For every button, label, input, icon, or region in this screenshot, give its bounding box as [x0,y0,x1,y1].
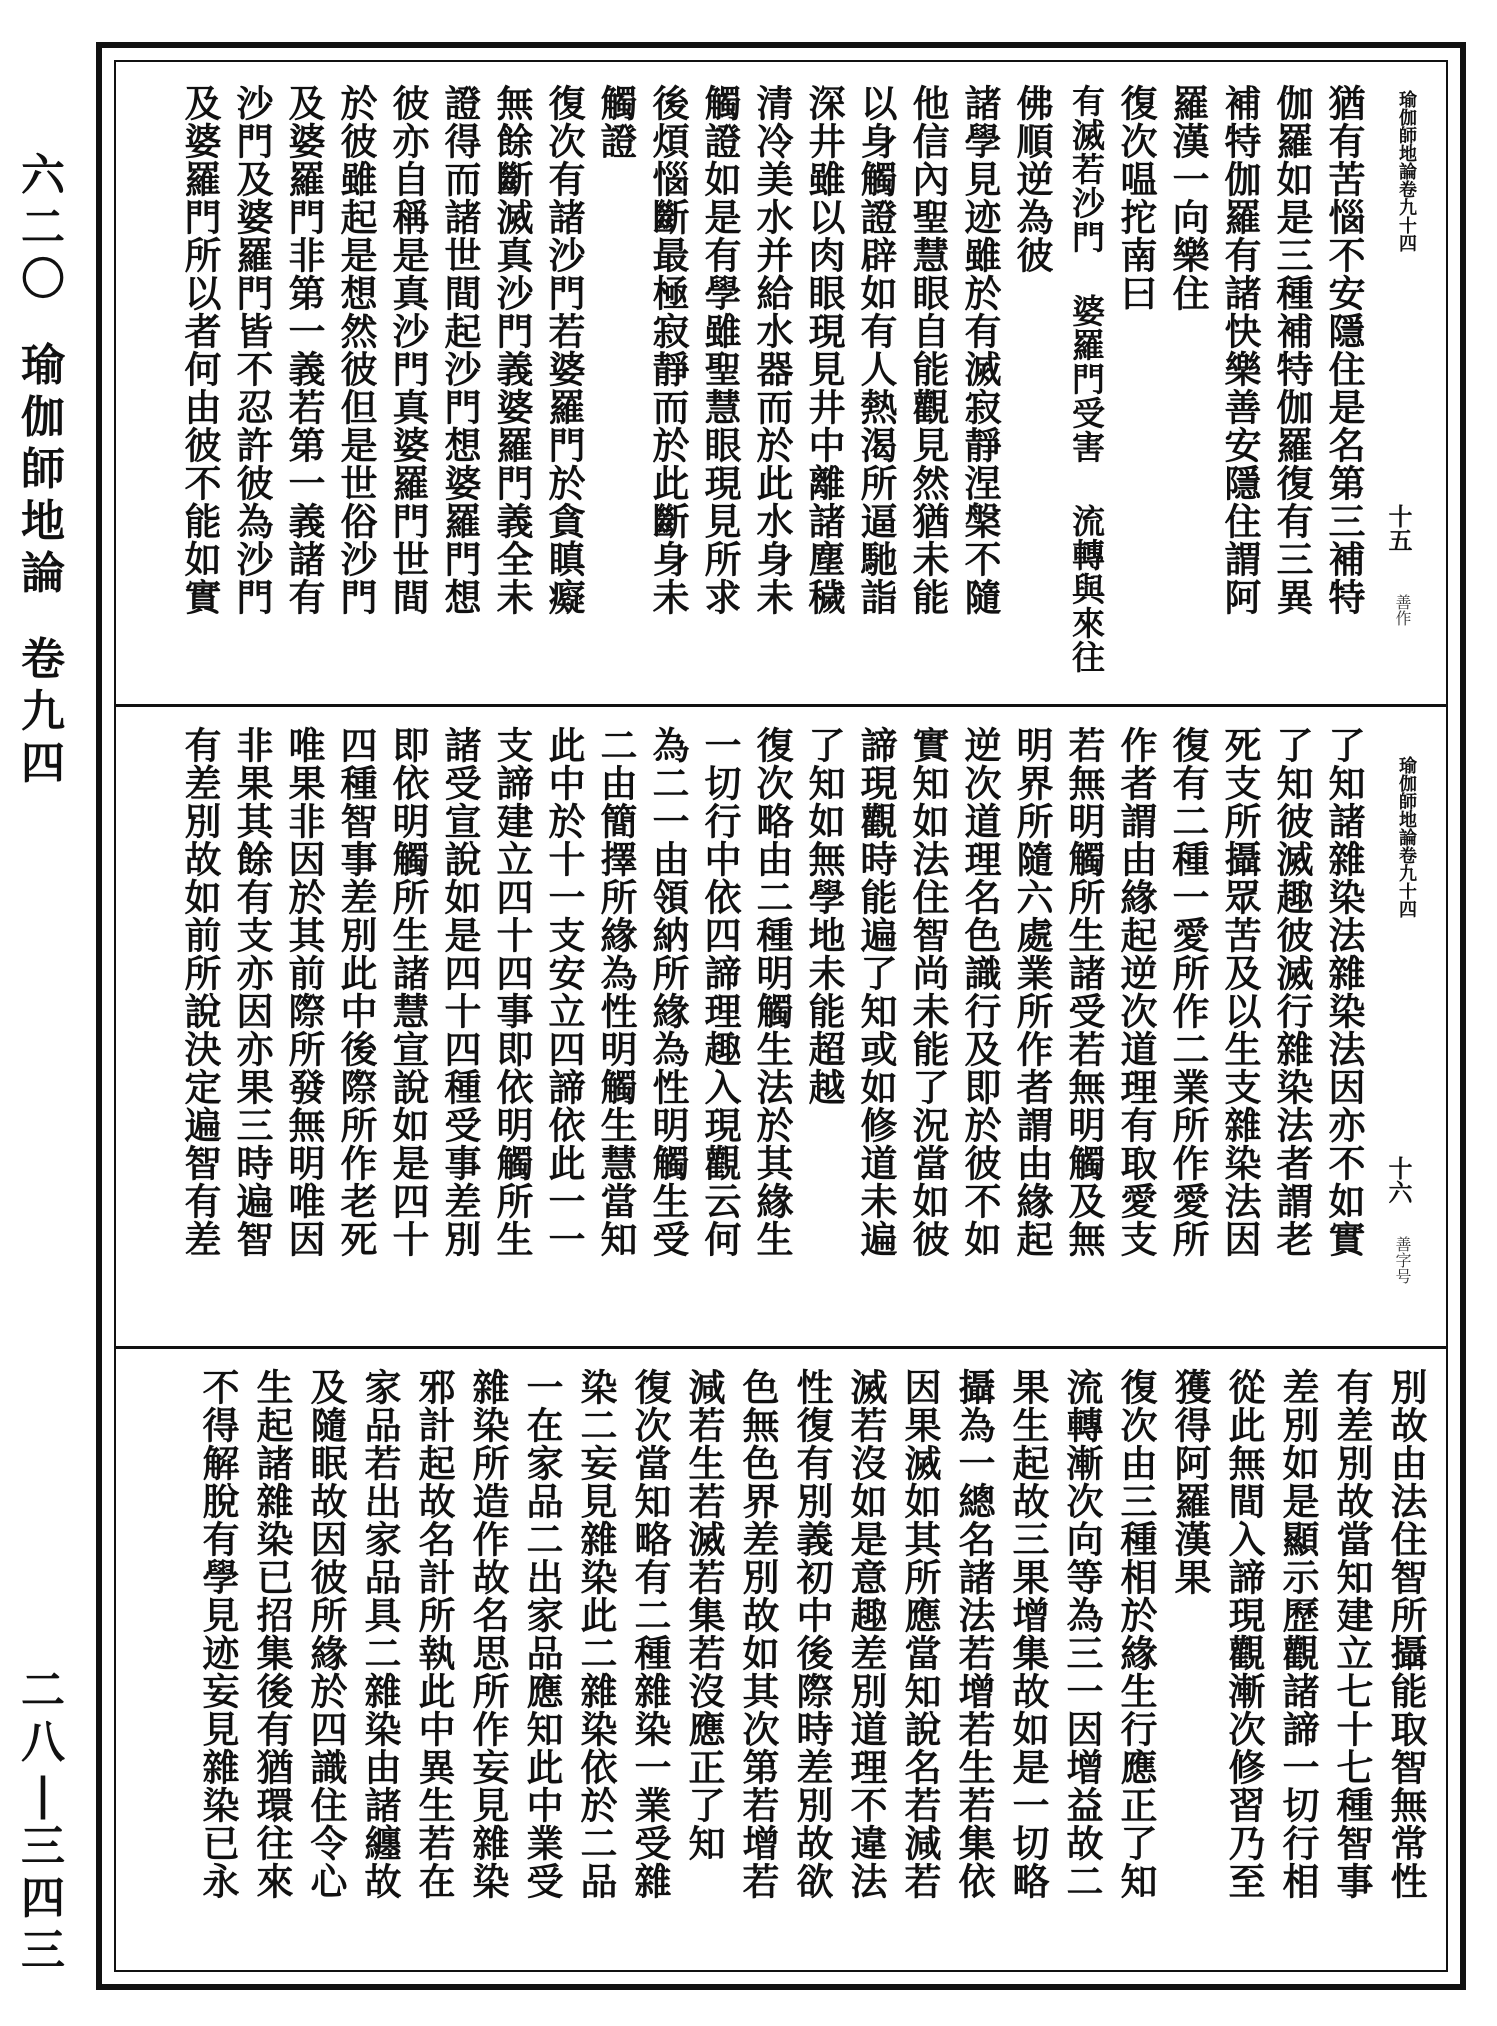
text-column: 諸受宣說如是四十四種受事差別 [438,726,482,1258]
text-column: 伽羅如是三種補特伽羅復有三異 [1270,84,1314,616]
text-column: 羅漢一向樂住 [1166,84,1210,312]
text-column: 佛順逆為彼 [1010,84,1054,274]
text-column: 果生起故三果增集故如是一切略 [1006,1368,1050,1900]
text-column: 了知彼滅趣彼滅行雜染法者謂老 [1270,726,1314,1258]
margin-char: 六 [21,150,65,201]
text-column: 性復有別義初中後際時差別故欲 [790,1368,834,1900]
text-column: 及婆羅門所以者何由彼不能如實 [178,84,222,616]
text-column: 復有二種一愛所作二業所作愛所 [1166,726,1210,1258]
margin-char: 九 [21,686,65,737]
text-column: 了知如無學地未能超越 [802,726,846,1106]
text-column: 證得而諸世間起沙門想婆羅門想 [438,84,482,616]
text-column: 逆次道理名色識行及即於彼不如 [958,726,1002,1258]
panel-3 [116,1368,1446,1968]
text-column: 以身觸證辟如有人熱渴所逼馳詣 [854,84,898,616]
text-column: 滅若沒如是意趣差別道理不違法 [844,1368,888,1900]
text-column: 差別如是顯示歷觀諸諦一切行相 [1276,1368,1320,1900]
text-column: 減若生若滅若集若沒應正了知 [682,1368,726,1862]
page-frame [96,42,1466,1990]
margin-char: 四 [21,1873,65,1924]
text-column: 染二妄見雜染此二雜染依於二品 [574,1368,618,1900]
text-column: 別故由法住智所攝能取智無常性 [1384,1368,1428,1900]
text-column: 沙門及婆羅門皆不忍許彼為沙門 [230,84,274,616]
text-column: 即依明觸所生諸慧宣說如是四十 [386,726,430,1258]
text-column: 諦現觀時能遍了知或如修道未遍 [854,726,898,1258]
text-column: 諸學見迹雖於有滅寂靜涅槃不隨 [958,84,1002,616]
margin-char: 八 [21,1717,65,1768]
text-column: 一在家品二出家品應知此中業受 [520,1368,564,1900]
text-column: 因果滅如其所應當知說名若減若 [898,1368,942,1900]
text-column: 於彼雖起是想然彼但是世俗沙門 [334,84,378,616]
page-frame-inner [114,60,1448,1972]
text-column: 及婆羅門非第一義若第一義諸有 [282,84,326,616]
leaf-number: 十六 [1384,1156,1413,1204]
text-column: 有滅若沙門 婆羅門受害 流轉與來往 [1067,84,1106,674]
text-column: 觸證 [594,84,638,160]
text-column: 復次嗢拕南曰 [1114,84,1158,312]
text-column: 觸證如是有學雖聖慧眼現見所求 [698,84,742,616]
margin-char: 三 [21,1925,65,1976]
margin-char: 地 [21,496,65,547]
text-column: 復次有諸沙門若婆羅門於貪瞋癡 [542,84,586,616]
text-column: 復次由三種相於緣生行應正了知 [1114,1368,1158,1900]
margin-char: 二 [21,1665,65,1716]
text-column: 四種智事差別此中後際所作老死 [334,726,378,1258]
text-column: 二由簡擇所緣為性明觸生慧當知 [594,726,638,1258]
margin-page-number [8,1665,78,1977]
text-column: 有差別故當知建立七十七種智事 [1330,1368,1374,1900]
margin-char: 卷 [21,634,65,685]
text-column: 生起諸雜染已招集後有猶環往來 [250,1368,294,1900]
margin-title [8,150,78,790]
margin-char: 師 [21,444,65,495]
text-column: 復次略由二種明觸生法於其緣生 [750,726,794,1258]
text-column: 支諦建立四十四事即依明觸所生 [490,726,534,1258]
text-column: 了知諸雜染法雜染法因亦不如實 [1322,726,1366,1258]
margin-char: 論 [21,548,65,599]
text-column: 此中於十一支安立四諦依此一一 [542,726,586,1258]
text-column: 不得解脫有學見迹妄見雜染已永 [196,1368,240,1900]
margin-char: 四 [21,738,65,789]
text-column: 猶有苦惱不安隱住是名第三補特 [1322,84,1366,616]
text-column: 從此無間入諦現觀漸次修習乃至 [1222,1368,1266,1900]
text-column: 家品若出家品具二雜染由諸纏故 [358,1368,402,1900]
text-column: 明界所隨六處業所作者謂由緣起 [1010,726,1054,1258]
text-column: 實知如法住智尚未能了況當如彼 [906,726,950,1258]
panel-1 [116,84,1446,684]
margin-char: 〇 [21,254,65,305]
text-column: 彼亦自稱是真沙門真婆羅門世間 [386,84,430,616]
text-column: 死支所攝眾苦及以生支雜染法因 [1218,726,1262,1258]
running-header: 瑜伽師地論卷九十四 [1396,756,1417,918]
margin-char: 三 [21,1821,65,1872]
text-column: 他信內聖慧眼自能觀見然猶未能 [906,84,950,616]
running-header: 瑜伽師地論卷九十四 [1396,90,1417,252]
text-column: 雜染所造作故名思所作妄見雜染 [466,1368,510,1900]
text-column: 若無明觸所生諸受若無明觸及無 [1062,726,1106,1258]
text-column: 及隨眠故因彼所緣於四識住令心 [304,1368,348,1900]
text-column: 唯果非因於其前際所發無明唯因 [282,726,326,1258]
leaf-number: 十五 [1384,504,1413,552]
text-column: 補特伽羅有諸快樂善安隱住謂阿 [1218,84,1262,616]
carver-mark: 善作 [1393,594,1412,626]
text-column: 無餘斷滅真沙門義婆羅門義全未 [490,84,534,616]
margin-char: 瑜 [21,340,65,391]
text-column: 後煩惱斷最極寂靜而於此斷身未 [646,84,690,616]
carver-mark: 善字号 [1393,1236,1412,1284]
text-column: 為二一由領納所緣為性明觸生受 [646,726,690,1258]
text-column: 清冷美水并給水器而於此水身未 [750,84,794,616]
text-column: 色無色界差別故如其次第若增若 [736,1368,780,1900]
text-column: 流轉漸次向等為三一因增益故二 [1060,1368,1104,1900]
panel-divider [116,1346,1446,1349]
text-column: 獲得阿羅漢果 [1168,1368,1212,1596]
text-column: 復次當知略有二種雜染一業受雜 [628,1368,672,1900]
panel-divider [116,704,1446,707]
margin-char: 二 [21,202,65,253]
text-column: 非果其餘有支亦因亦果三時遍智 [230,726,274,1258]
text-column: 深井雖以肉眼現見井中離諸塵穢 [802,84,846,616]
panel-2 [116,726,1446,1326]
text-column: 攝為一總名諸法若增若生若集依 [952,1368,996,1900]
text-column: 邪計起故名計所執此中異生若在 [412,1368,456,1900]
margin-char: | [34,1769,51,1820]
margin-char: 伽 [21,392,65,443]
text-column: 一切行中依四諦理趣入現觀云何 [698,726,742,1258]
text-column: 有差別故如前所說決定遍智有差 [178,726,222,1258]
text-column: 作者謂由緣起逆次道理有取愛支 [1114,726,1158,1258]
